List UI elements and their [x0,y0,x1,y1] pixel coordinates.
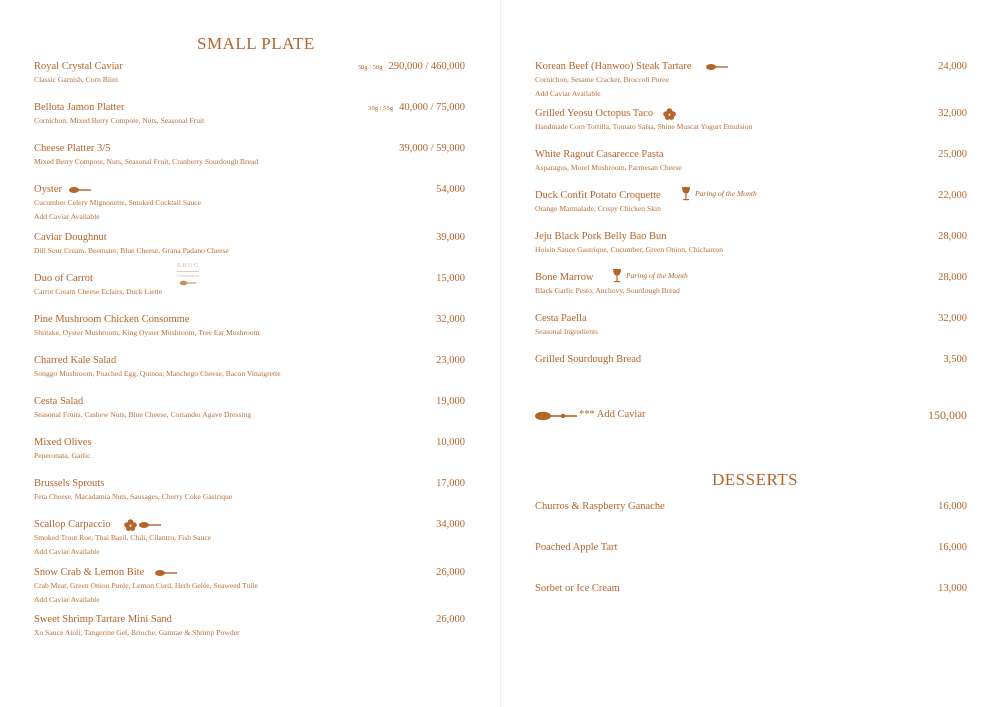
item-price [938,500,967,513]
price-value: 32,000 [938,313,967,324]
menu-item [34,183,465,223]
caviar-spoon-icon [178,280,198,286]
item-name: Grilled Yeosu Octopus Taco [535,108,654,119]
item-description: Seasonal Fruits, Cashew Nuts, Blue Cheese, Coriander Agave Dressing [34,410,252,419]
item-price [938,60,967,73]
item-price [436,566,465,579]
item-name: Duck Confit Potato Croquette [535,190,661,201]
item-name: Scallop Carpaccio [34,519,111,530]
caviar-spoon-icon [535,410,577,421]
item-description: Handmade Corn Tortilla, Tomato Salsa, Shine Muscat Yogurt Emulsion [535,122,753,131]
price-value: 28,000 [938,272,967,283]
item-price [943,353,967,366]
caviar-spoon-icon [69,186,91,194]
item-name: Bellota Jamon Platter [34,102,125,113]
krug-subtitle: Celebration [177,273,199,278]
item-icons [706,61,728,72]
price-value: 16,000 [938,542,967,553]
menu-item [34,101,465,141]
add-caviar-row [535,408,967,424]
price-value: 23,000 [436,355,465,366]
item-price [399,142,465,155]
menu-item [34,613,465,653]
price-value: 290,000 / 460,000 [388,61,465,72]
menu-item [535,107,967,147]
item-name: Cheese Platter 3/5 [34,143,111,154]
price-value: 34,000 [436,519,465,530]
item-name: Royal Crystal Caviar [34,61,123,72]
item-description: Mixed Berry Compote, Nuts, Seasonal Fruit, Cranberry Sourdough Bread [34,157,259,166]
caviar-spoon-icon [139,521,161,529]
menu-item [34,60,465,100]
price-value: 24,000 [938,61,967,72]
price-value: 17,000 [436,478,465,489]
item-price [938,148,967,161]
price-value: 39,000 [436,232,465,243]
item-price [436,183,465,196]
item-price [938,541,967,554]
add-caviar-note: Add Caviar Available [535,89,601,98]
add-caviar-price: 150,000 [928,408,967,422]
wine-glass-icon [681,186,691,201]
item-description: Cornichon, Mixed Berry Compote, Nuts, Seasonal Fruit [34,116,205,125]
item-price [436,231,465,244]
item-name: Poached Apple Tart [535,542,618,553]
page-divider [500,0,501,707]
item-name: Duo of Carrot [34,273,93,284]
item-name: Brussels Sprouts [34,478,105,489]
price-value: 26,000 [436,614,465,625]
caviar-spoon-icon [155,569,177,577]
item-name: Churros & Raspberry Ganache [535,501,665,512]
price-value: 22,000 [938,190,967,201]
price-value: 32,000 [436,314,465,325]
item-price [436,518,465,531]
item-description: Xo Sauce Aioli, Tangerine Gel, Brioche, Gamtae & Shrimp Powder [34,628,240,637]
item-price [436,354,465,367]
item-price [368,101,465,115]
item-price [938,230,967,243]
price-value: 26,000 [436,567,465,578]
item-price [436,436,465,449]
price-value: 10,000 [436,437,465,448]
price-value: 54,000 [436,184,465,195]
item-icons [155,567,177,578]
flower-icon [124,519,137,531]
menu-item [34,262,465,312]
menu-item [34,395,465,435]
menu-item [535,230,967,270]
menu-item [34,231,465,271]
item-description: Cucumber Celery Mignonette, Smoked Cocktail Sauce [34,198,202,207]
menu-item [535,582,967,622]
item-name: Charred Kale Salad [34,355,117,366]
pairing-label: Paring of the Month [626,271,688,280]
price-value: 32,000 [938,108,967,119]
item-name: Korean Beef (Hanwoo) Steak Tartare [535,61,692,72]
item-name: Cesta Paella [535,313,587,324]
menu-item [535,148,967,188]
price-value: 3,500 [943,354,967,365]
item-name: Grilled Sourdough Bread [535,354,642,365]
menu-item [535,500,967,540]
item-price [436,477,465,490]
item-name: Sweet Shrimp Tartare Mini Sand [34,614,172,625]
item-name: Bone Marrow [535,272,594,283]
item-price [436,313,465,326]
item-price [938,271,967,284]
menu-item [34,518,465,558]
item-description: Songgo Mushroom, Poached Egg, Quinoa, Manchego Cheese, Bacon Vinaigrette [34,369,281,378]
item-description: Hoisin Sauce Gastrique, Cucumber, Green Onion, Chicharron [535,245,724,254]
item-description: Black Garlic Pesto, Anchovy, Sourdough Bread [535,286,680,295]
item-description: Feta Cheese, Macadamia Nuts, Sausages, Cherry Coke Gastrique [34,492,233,501]
item-description: Dill Sour Cream, Beemster, Blue Cheese, Grana Padano Cheese [34,246,229,255]
krug-rule [177,271,199,272]
add-caviar-note: Add Caviar Available [34,212,100,221]
small-plate-title: SMALL PLATE [197,34,315,53]
item-name: Oyster [34,184,62,195]
item-name: Cesta Salad [34,396,84,407]
item-icons [663,108,676,119]
pairing-label: Paring of the Month [695,189,757,198]
menu-item [535,312,967,352]
item-icons [124,519,161,530]
price-value: 40,000 / 75,000 [399,102,465,113]
portion-note: 30g / 50g [357,64,383,71]
price-value: 28,000 [938,231,967,242]
menu-item [34,436,465,476]
item-description: Carrot Cream Cheese Eclairs, Duck Liette [34,287,163,296]
caviar-spoon-icon [706,63,728,71]
menu-item [535,353,967,393]
menu-item [535,271,967,311]
item-price [938,312,967,325]
item-price [938,582,967,595]
item-description: Smoked Trout Roe, Thai Basil, Chili, Cilantro, Fish Sauce [34,533,212,542]
menu-item [34,477,465,517]
desserts-title: DESSERTS [712,470,799,489]
item-description: Shiitake, Oyster Mushroom, King Oyster Mushroom, Tree Ear Mushroom [34,328,260,337]
item-price [436,613,465,626]
price-value: 19,000 [436,396,465,407]
item-name: White Ragout Casarecce Pasta [535,149,664,160]
item-price [436,272,465,285]
price-value: 15,000 [436,273,465,284]
price-value: 13,000 [938,583,967,594]
menu-item [34,354,465,394]
add-caviar-note: Add Caviar Available [34,595,100,604]
item-name: Caviar Doughnut [34,232,107,243]
item-name: Jeju Black Pork Belly Bao Bun [535,231,667,242]
item-name: Mixed Olives [34,437,92,448]
item-description: Seasonal Ingredients [535,327,599,336]
item-description: Cornichon, Sesame Cracker, Broccoli Puree [535,75,669,84]
price-value: 16,000 [938,501,967,512]
add-caviar-note: Add Caviar Available [34,547,100,556]
wine-glass-icon [612,268,622,283]
krug-logo [170,262,206,288]
item-price [436,395,465,408]
pairing-of-month [681,186,757,201]
price-value: 25,000 [938,149,967,160]
price-value: 39,000 / 59,000 [399,143,465,154]
menu-item [535,60,967,100]
add-caviar-label: *** Add Caviar [579,409,646,420]
menu-item [34,566,465,606]
menu-item [535,541,967,581]
item-description: Asparagus, Morel Mushroom, Parmesan Cheese [535,163,682,172]
item-icons [69,184,91,195]
item-name: Sorbet or Ice Cream [535,583,620,594]
krug-wordmark: KRUG [176,262,200,269]
item-name: Pine Mushroom Chicken Consomme [34,314,190,325]
item-price [358,60,465,74]
item-description: Peperonata, Garlic [34,451,91,460]
item-description: Classic Garnish, Corn Blini [34,75,118,84]
item-price [938,107,967,120]
flower-icon [663,108,676,120]
item-description: Orange Marmalade, Crispy Chicken Skin [535,204,661,213]
item-name: Snow Crab & Lemon Bite [34,567,145,578]
portion-note: 30g / 55g [368,105,394,112]
menu-item [34,142,465,182]
menu-item [34,313,465,353]
item-description: Crab Meat, Green Onion Purée, Lemon Curd, Herb Gelée, Seaweed Tuile [34,581,258,590]
menu-item [535,189,967,229]
pairing-of-month [612,268,688,283]
item-price [938,189,967,202]
